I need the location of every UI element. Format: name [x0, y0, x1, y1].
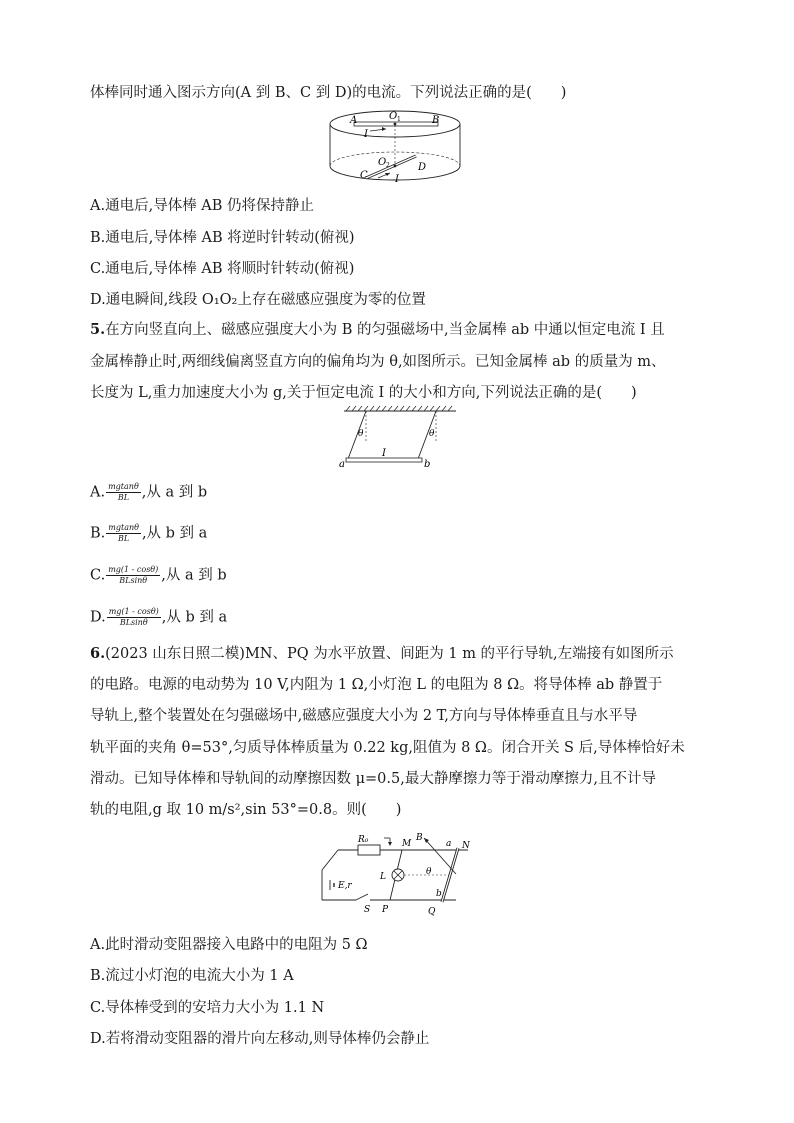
- q5-option-c: [90, 565, 227, 586]
- label-A: A: [350, 115, 358, 126]
- option-letter: B.: [90, 525, 106, 542]
- label-O1: O: [389, 111, 398, 122]
- option-letter: C.: [90, 567, 106, 584]
- label-L: L: [380, 872, 386, 882]
- label-I: I: [382, 448, 386, 459]
- label-O2: O: [378, 157, 387, 168]
- q6-stem-line-1: [90, 644, 674, 664]
- q4-stem: 体棒同时通入图示方向(A 到 B、C 到 D)的电流。下列说法正确的是( ): [90, 85, 567, 101]
- q5-stem-line-2: 金属棒静止时,两细线偏离竖直方向的偏角均为 θ,如图所示。已知金属棒 ab 的质量为 m、: [90, 354, 666, 370]
- q6-figure-circuit-rails: [318, 828, 478, 922]
- label-theta: θ: [426, 867, 432, 877]
- q5-stem-text-1: 在方向竖直向上、磁感应强度大小为 B 的匀强磁场中,当金属棒 ab 中通以恒定电流 I 且: [105, 322, 665, 338]
- fraction-denominator: BL: [117, 493, 130, 502]
- q5-stem-line-1: [90, 320, 665, 340]
- q6-number: 6.: [90, 645, 106, 662]
- fraction-numerator: mgtanθ: [108, 523, 139, 532]
- label-C: C: [360, 170, 368, 181]
- option-tail: ,从 b 到 a: [141, 525, 208, 542]
- label-b: b: [424, 459, 431, 470]
- label-theta-right: θ: [429, 429, 435, 439]
- q6-stem-line-4: 轨平面的夹角 θ=53°,匀质导体棒质量为 0.22 kg,阻值为 8 Ω。闭合开关 S 后,导体棒恰好未: [90, 740, 685, 756]
- q6-stem-text-1: (2023 山东日照二模)MN、PQ 为水平放置、间距为 1 m 的平行导轨,左端接有如图所示: [105, 646, 674, 662]
- q5-option-d: [90, 607, 227, 628]
- q6-stem-line-5: 滑动。已知导体棒和导轨间的动摩擦因数 μ=0.5,最大静摩擦力等于滑动摩擦力,且不计导: [90, 771, 656, 787]
- label-B-field: B: [416, 833, 423, 843]
- fraction-numerator: mg(1 - cosθ): [108, 607, 159, 616]
- fraction-denominator: BLsinθ: [119, 618, 148, 627]
- label-O1-sub: 1: [397, 116, 401, 123]
- q5-option-a: [90, 482, 207, 503]
- label-b-rod: b: [436, 889, 442, 899]
- q4-option-c: C.通电后,导体棒 AB 将顺时针转动(俯视): [90, 261, 355, 277]
- q5-figure-hanging-rod: [338, 405, 462, 471]
- option-tail: ,从 b 到 a: [161, 609, 228, 626]
- label-a: a: [339, 459, 345, 470]
- fraction: [107, 607, 161, 628]
- q6-option-c: C.导体棒受到的安培力大小为 1.1 N: [90, 1000, 325, 1016]
- fraction-denominator: BLsinθ: [119, 576, 148, 585]
- q6-stem-line-6: 轨的电阻,g 取 10 m/s²,sin 53°=0.8。则( ): [90, 802, 402, 818]
- q6-option-b: B.流过小灯泡的电流大小为 1 A: [90, 968, 294, 984]
- label-O2-sub: 2: [386, 162, 390, 169]
- label-Q: Q: [428, 907, 436, 917]
- label-theta-left: θ: [358, 429, 364, 439]
- q6-stem-line-2: 的电路。电源的电动势为 10 V,内阻为 1 Ω,小灯泡 L 的电阻为 8 Ω。将导体棒 ab 静置于: [90, 677, 663, 693]
- label-M: M: [402, 839, 412, 849]
- q5-stem-line-3: 长度为 L,重力加速度大小为 g,关于恒定电流 I 的大小和方向,下列说法正确的是( ): [90, 385, 637, 401]
- q6-stem-line-3: 导轨上,整个装置处在匀强磁场中,磁感应强度大小为 2 T,方向与导体棒垂直且与水平导: [90, 708, 638, 724]
- label-S: S: [364, 905, 371, 915]
- label-a-rod: a: [446, 839, 452, 849]
- label-I-top: I: [364, 129, 368, 140]
- option-letter: A.: [90, 484, 106, 501]
- label-P: P: [382, 905, 389, 915]
- q5-number: 5.: [90, 321, 106, 338]
- fraction-denominator: BL: [118, 534, 130, 543]
- option-letter: D.: [90, 609, 106, 626]
- option-tail: ,从 a 到 b: [161, 567, 227, 584]
- fraction: [106, 482, 141, 503]
- label-I-bottom: I: [395, 174, 399, 185]
- fraction-numerator: mgtanθ: [108, 482, 139, 491]
- option-tail: ,从 a 到 b: [141, 484, 208, 501]
- q4-option-a: A.通电后,导体棒 AB 仍将保持静止: [90, 198, 315, 214]
- fraction: [106, 565, 160, 586]
- q4-figure-cylinder: [328, 108, 462, 188]
- q5-option-b: [90, 523, 207, 544]
- q6-option-a: A.此时滑动变阻器接入电路中的电阻为 5 Ω: [90, 937, 368, 953]
- fraction: [106, 523, 141, 544]
- label-D: D: [418, 162, 427, 173]
- fraction-numerator: mg(1 - cosθ): [108, 565, 159, 574]
- q6-option-d: D.若将滑动变阻器的滑片向左移动,则导体棒仍会静止: [90, 1031, 430, 1047]
- label-B: B: [432, 115, 440, 126]
- label-N: N: [462, 841, 470, 851]
- label-R0: R₀: [358, 835, 369, 845]
- q4-option-b: B.通电后,导体棒 AB 将逆时针转动(俯视): [90, 230, 355, 246]
- q4-option-d: D.通电瞬间,线段 O₁O₂上存在磁感应强度为零的位置: [90, 292, 426, 308]
- label-Er: E,r: [338, 881, 352, 891]
